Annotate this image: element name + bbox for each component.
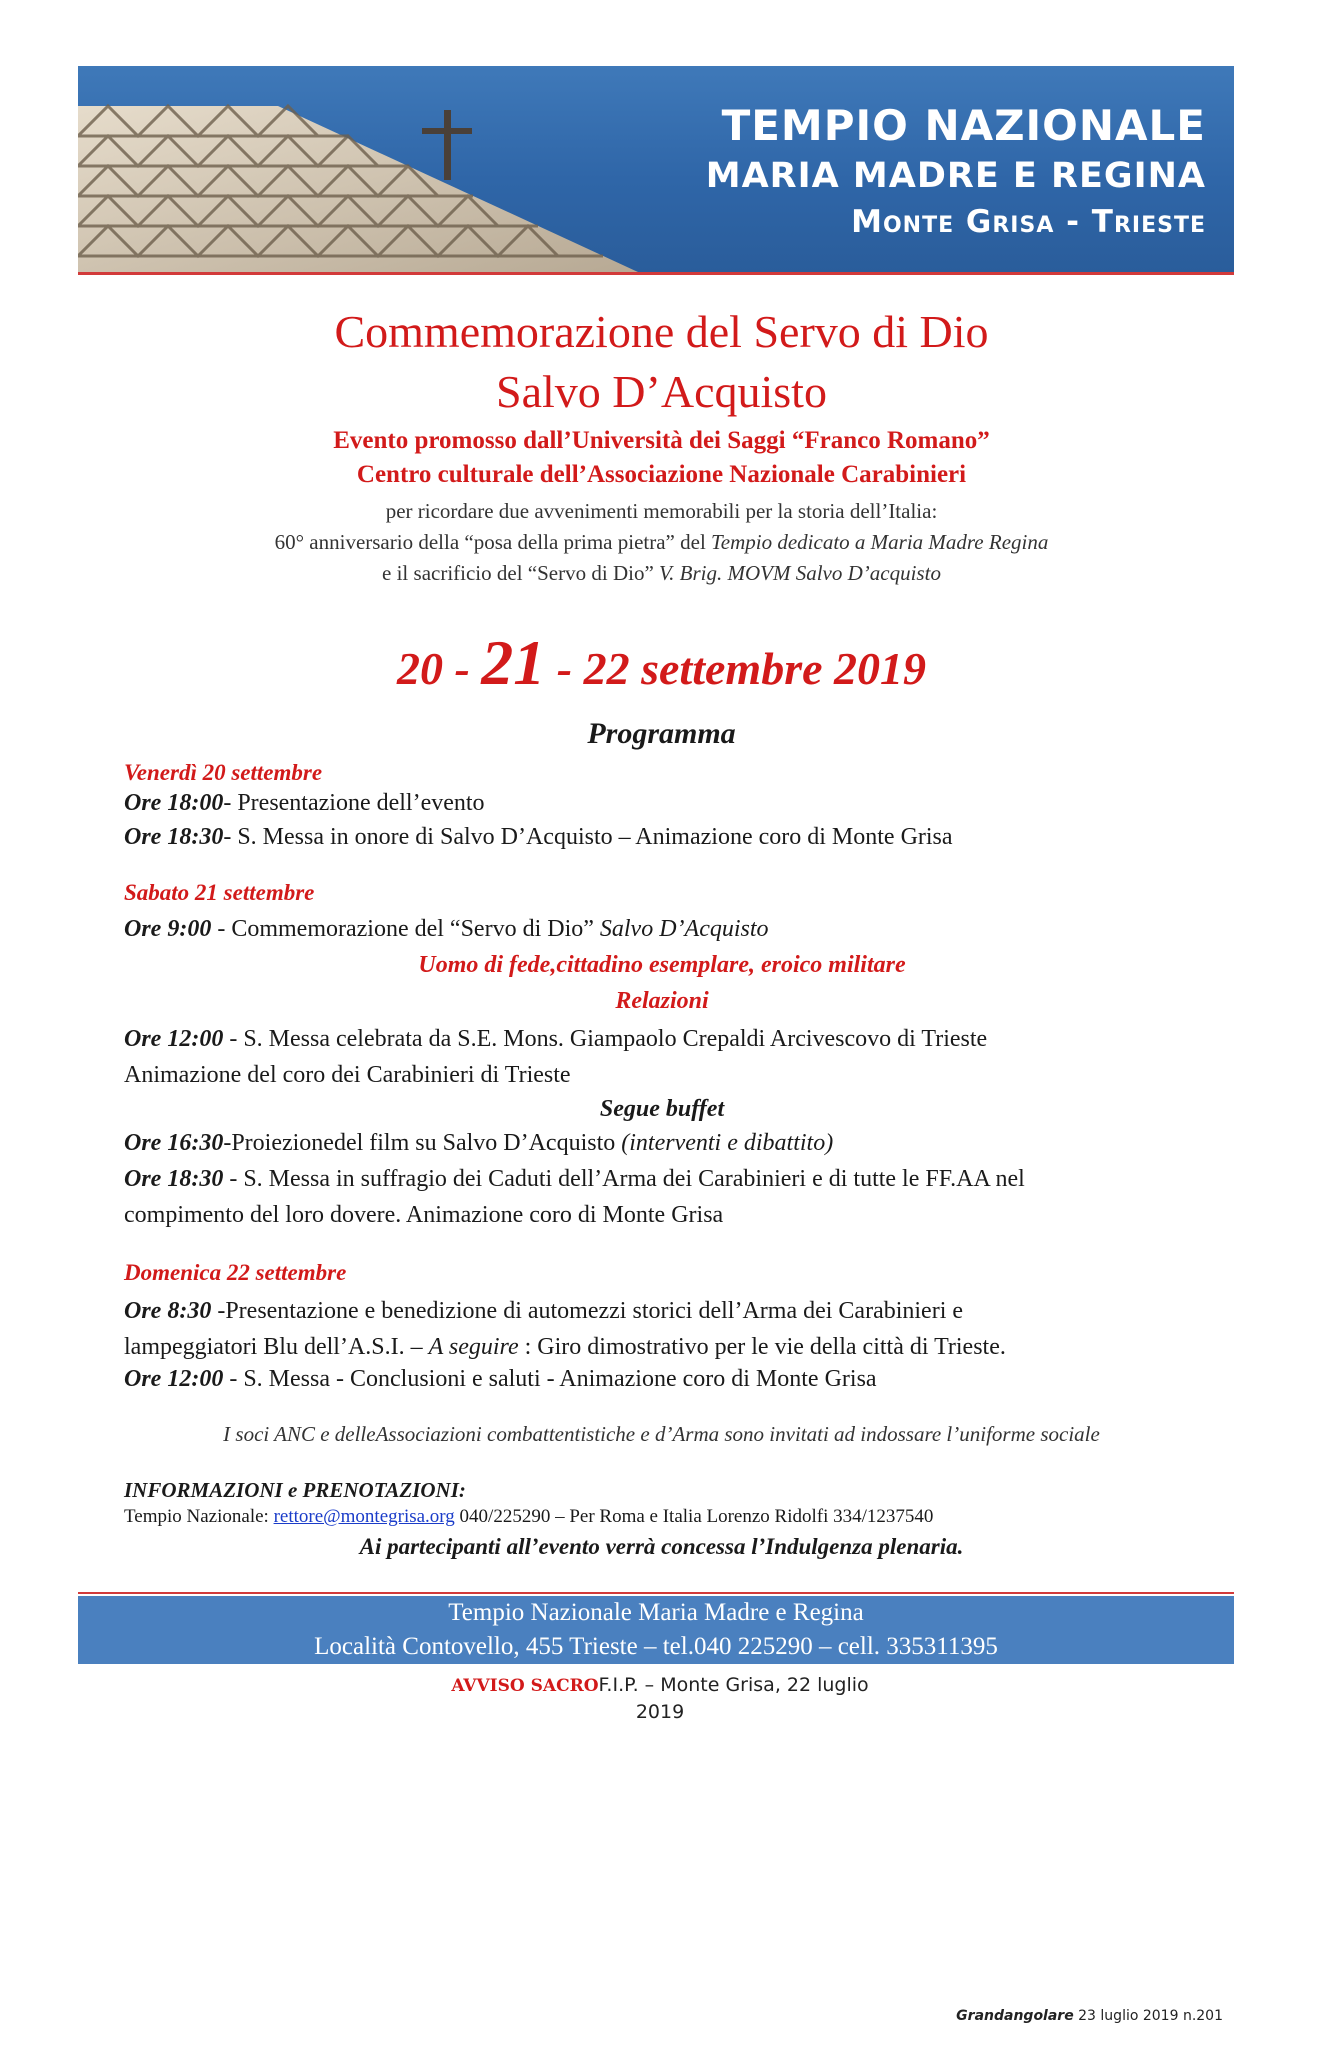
program-time: Ore 12:00	[124, 1026, 224, 1052]
program-time: Ore 8:30	[124, 1298, 212, 1324]
banner-line-3: Monte Grisa - Trieste	[851, 204, 1206, 240]
event-dates	[120, 627, 1203, 702]
intro-line-3-text: e il sacrificio del “Servo di Dio”	[382, 561, 660, 585]
program-text: - Commemorazione del “Servo di Dio”	[211, 916, 600, 942]
motto: Uomo di fede,cittadino esemplare, eroico militare	[418, 952, 906, 978]
program-item	[124, 786, 1200, 820]
cross-icon	[422, 110, 472, 180]
program-item	[124, 912, 1200, 946]
program-text: -Presentazione e benedizione di automezzi storici dell’Arma dei Carabinieri e	[211, 1298, 964, 1324]
date-last: - 22 settembre 2019	[545, 643, 927, 694]
avviso-sacro	[400, 1672, 920, 1725]
day-heading-saturday: Sabato 21 settembre	[124, 880, 315, 905]
program-text-italic: A seguire	[428, 1334, 519, 1360]
info-label: Tempio Nazionale:	[124, 1506, 274, 1527]
program-item	[124, 820, 1200, 854]
day-heading-friday: Venerdì 20 settembre	[124, 760, 323, 785]
footer-line-1: Tempio Nazionale Maria Madre e Regina	[448, 1599, 864, 1626]
program-text: - S. Messa - Conclusioni e saluti - Animazione coro di Monte Grisa	[223, 1366, 877, 1392]
indulgence-note: Ai partecipanti all’evento verrà concessa l’Indulgenza plenaria.	[359, 1534, 964, 1559]
program-item	[124, 1022, 1200, 1056]
intro-line-2	[120, 527, 1203, 558]
banner-divider	[78, 272, 1234, 275]
publication-footer	[956, 2008, 1223, 2024]
footer-divider	[78, 1592, 1234, 1594]
banner-line-2: MARIA MADRE E REGINA	[705, 156, 1206, 196]
banner-line-1: TEMPIO NAZIONALE	[721, 101, 1206, 150]
program-text-continued	[124, 1330, 1200, 1364]
buffet-note: Segue buffet	[599, 1096, 725, 1122]
intro-line-3-italic: V. Brig. MOVM Salvo D’acquisto	[659, 561, 941, 585]
program-time: Ore 18:30	[124, 824, 224, 850]
uniform-note: I soci ANC e delleAssociazioni combattentistiche e d’Arma sono invitati ad indossare l’uniforme sociale	[223, 1422, 1100, 1446]
info-line	[124, 1506, 933, 1528]
publication-date: 23 luglio 2019 n.201	[1073, 2008, 1223, 2024]
program-time: Ore 18:00	[124, 790, 224, 816]
program-item	[124, 1362, 1200, 1396]
footer-line-2: Località Contovello, 455 Trieste – tel.040 225290 – cell. 335311395	[314, 1633, 998, 1660]
program-item	[124, 1162, 1200, 1196]
program-text: - S. Messa in suffragio dei Caduti dell’Arma dei Carabinieri e di tutte le FF.AA nel	[223, 1166, 1025, 1192]
program-text: - S. Messa celebrata da S.E. Mons. Giampaolo Crepaldi Arcivescovo di Trieste	[223, 1026, 988, 1052]
program-text-continued: compimento del loro dovere. Animazione coro di Monte Grisa	[124, 1202, 724, 1228]
program-text: -Proiezionedel film su Salvo D’Acquisto	[223, 1130, 622, 1156]
avviso-text: F.I.P. – Monte Grisa, 22 luglio	[598, 1674, 869, 1696]
page-title-line-1: Commemorazione del Servo di Dio	[334, 306, 989, 357]
page-title-line-2: Salvo D’Acquisto	[496, 366, 827, 417]
avviso-year: 2019	[635, 1701, 685, 1723]
program-text: lampeggiatori Blu dell’A.S.I. –	[124, 1334, 429, 1360]
program-time: Ore 16:30	[124, 1130, 224, 1156]
publication-name: Grandangolare	[956, 2008, 1074, 2024]
program-item	[124, 1126, 1200, 1160]
avviso-label: AVVISO SACRO	[451, 1676, 599, 1696]
intro-line-1: per ricordare due avvenimenti memorabili per la storia dell’Italia:	[385, 499, 938, 523]
day-heading-sunday: Domenica 22 settembre	[124, 1260, 347, 1285]
cultural-center-line: Centro culturale dell’Associazione Nazionale Carabinieri	[356, 461, 967, 488]
info-contacts: 040/225290 – Per Roma e Italia Lorenzo Ridolfi 334/1237540	[454, 1506, 934, 1527]
relazioni: Relazioni	[615, 988, 709, 1014]
program-text: - Presentazione dell’evento	[223, 790, 485, 816]
email-link[interactable]: rettore@montegrisa.org	[273, 1506, 455, 1527]
date-first: 20 -	[396, 643, 482, 694]
program-text: - S. Messa in onore di Salvo D’Acquisto – Animazione coro di Monte Grisa	[223, 824, 953, 850]
program-name: Salvo D’Acquisto	[599, 916, 769, 942]
program-time: Ore 12:00	[124, 1366, 224, 1392]
intro-line-3	[120, 558, 1203, 589]
program-note: (interventi e dibattito)	[621, 1130, 834, 1156]
intro-line-2-text: 60° anniversario della “posa della prima pietra” del	[274, 530, 712, 554]
programma-heading: Programma	[587, 717, 736, 750]
temple-roof-illustration	[78, 66, 638, 272]
banner-title	[706, 100, 1206, 244]
promoter-line: Evento promosso dall’Università dei Saggi “Franco Romano”	[333, 427, 990, 454]
footer-band	[78, 1596, 1234, 1664]
intro-line-2-italic: Tempio dedicato a Maria Madre Regina	[711, 530, 1049, 554]
date-main: 21	[481, 627, 546, 698]
header-banner	[78, 66, 1234, 272]
program-text: : Giro dimostrativo per le vie della città di Trieste.	[518, 1334, 1006, 1360]
program-item	[124, 1294, 1200, 1328]
program-time: Ore 18:30	[124, 1166, 224, 1192]
program-text-continued: Animazione del coro dei Carabinieri di Trieste	[124, 1062, 571, 1088]
info-heading: INFORMAZIONI e PRENOTAZIONI:	[124, 1478, 466, 1502]
program-time: Ore 9:00	[124, 916, 212, 942]
